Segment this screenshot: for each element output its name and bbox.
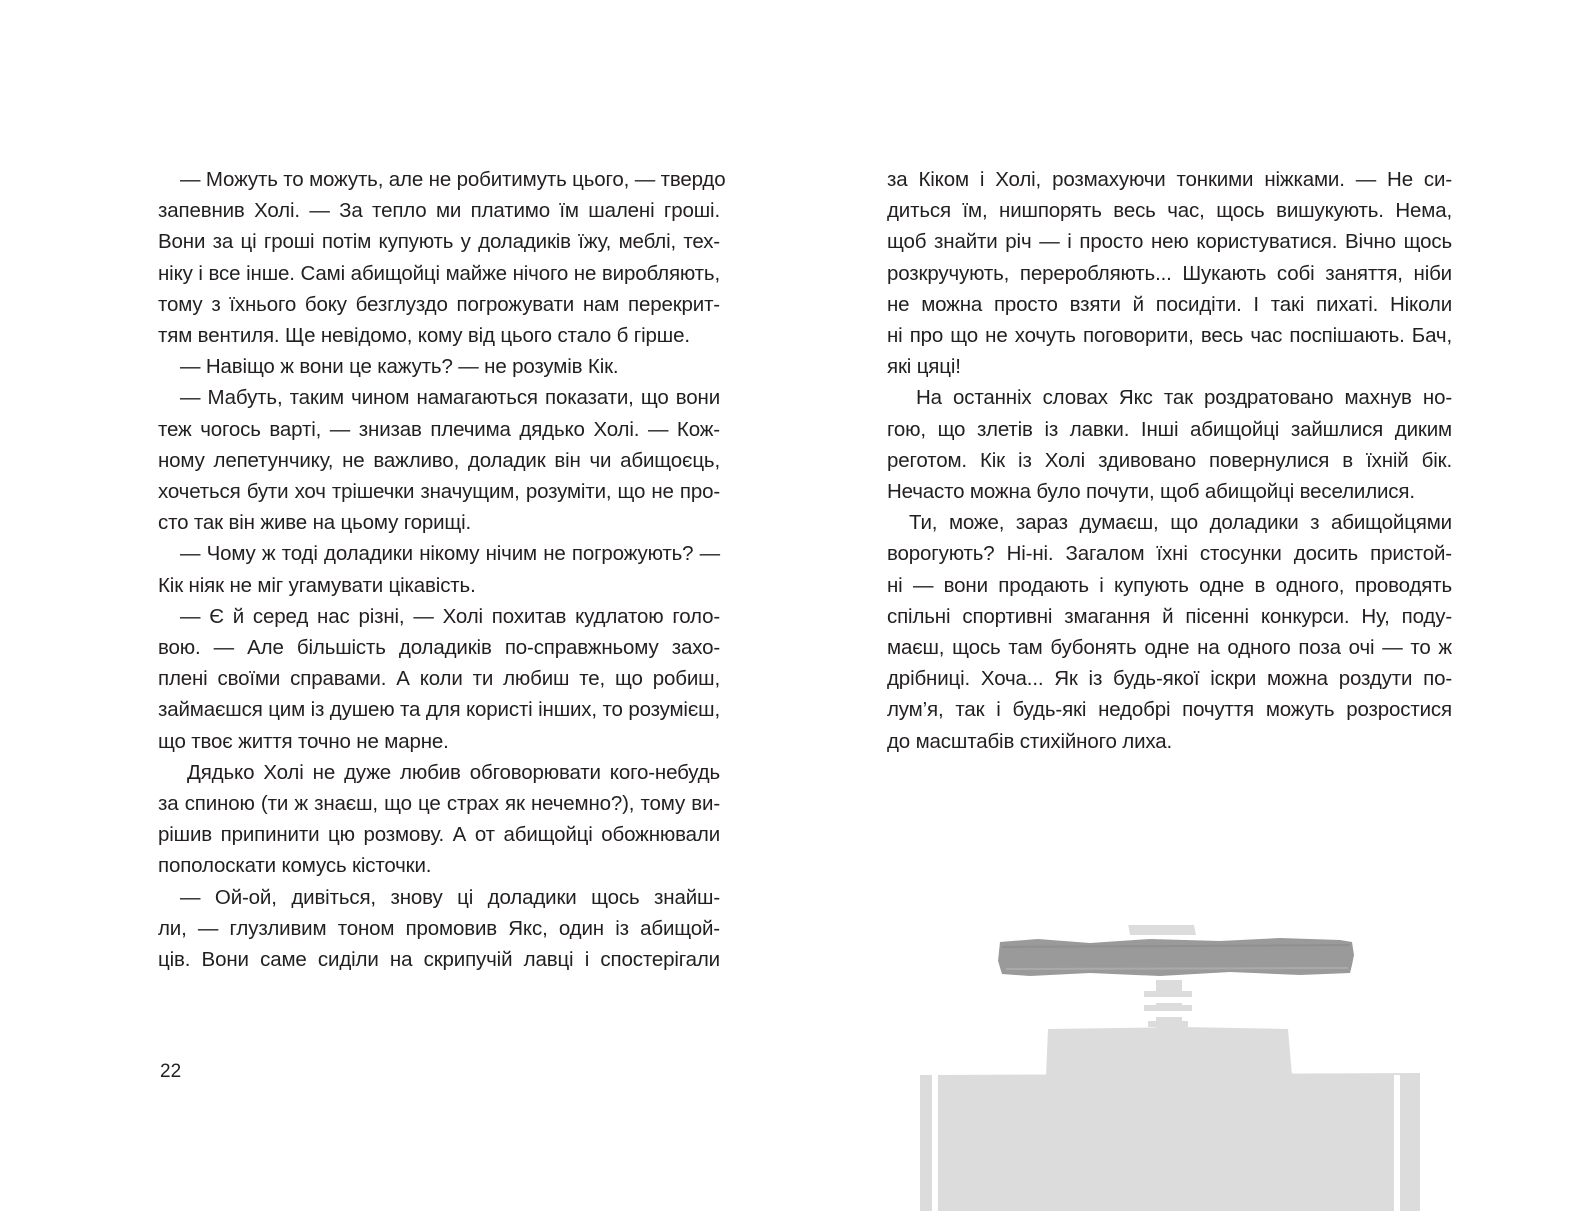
text-line: ні — вони продають і купують одне в одного, проводять: [887, 573, 1452, 597]
text-line: лум’я, так і будь-які недобрі почуття можуть розростися: [887, 698, 1452, 722]
text-line: що твоє життя точно не марне.: [158, 729, 449, 753]
text-line: маєш, щось там бубонять одне на одного поза очі — то ж: [887, 636, 1452, 660]
text-line: Ти, може, зараз думаєш, що доладики з абищойцями: [909, 511, 1452, 535]
text-line: які цяці!: [887, 355, 961, 379]
text-line: тому з їхнього боку безглуздо погрожувати нам перекрит-: [158, 292, 720, 316]
valve-knob-shape: [1128, 925, 1196, 935]
text-line: не можна просто взяти й посидіти. І такі пихаті. Ніколи: [887, 292, 1452, 316]
page-number: 22: [160, 1061, 182, 1082]
text-line: щоб знайти річ — і просто нею користуватися. Вічно щось: [887, 230, 1452, 254]
valve-handle-shape: [998, 938, 1354, 976]
text-line: — Чому ж тоді доладики нікому нічим не погрожують? —: [180, 542, 720, 566]
text-line: ному лепетунчику, не важливо, доладик він чи абищоєць,: [158, 448, 720, 472]
text-line: рішив припинити цю розмову. А от абищойці обожнювали: [158, 823, 720, 847]
text-line: займаєшся цим із душею та для користі інших, то розумієш,: [158, 698, 720, 722]
text-line: ніку і все інше. Самі абищойці майже нічого не виробляють,: [158, 261, 720, 285]
text-line: — Ой-ой, дивіться, знову ці доладики щось знайш-: [180, 885, 720, 909]
text-line: ні про що не хочуть поговорити, весь час поспішають. Бач,: [887, 324, 1452, 348]
text-line: ців. Вони саме сиділи на скрипучій лавці і спостерігали: [158, 948, 720, 972]
text-line: до масштабів стихійного лиха.: [887, 729, 1173, 753]
text-line: тям вентиля. Ще невідомо, кому від цього стало б гірше.: [158, 324, 690, 348]
text-line: Вони за ці гроші потім купують у доладиків їжу, меблі, тех-: [158, 230, 720, 254]
text-line: спільні спортивні змагання й пісенні конкурси. Ну, поду-: [887, 604, 1452, 628]
text-line: — Можуть то можуть, але не робитимуть цього, — твердо: [180, 168, 726, 191]
text-line: сто так він живе на цьому горищі.: [158, 511, 472, 535]
text-line: хочеться бути хоч трішечки значущим, розуміти, що не про-: [158, 480, 720, 504]
text-line: гою, що злетів із лавки. Інші абищойці зайшлися диким: [887, 417, 1452, 441]
text-line: Дядько Холі не дуже любив обговорювати кого-небудь: [187, 760, 720, 784]
text-line: ворогують? Ні-ні. Загалом їхні стосунки досить пристой-: [887, 542, 1452, 566]
text-line: Кік ніяк не міг угамувати цікавість.: [158, 573, 476, 597]
text-line: — Навіщо ж вони це кажуть? — не розумів Кік.: [180, 355, 619, 379]
text-line: реготом. Кік із Холі здивовано повернулися в їхній бік.: [887, 448, 1452, 472]
text-line: теж чогось варті, — знизав плечима дядько Холі. — Кож-: [158, 417, 720, 441]
text-line: диться їм, нишпорять весь час, щось вишукують. Нема,: [887, 199, 1452, 223]
text-line: запевнив Холі. — За тепло ми платимо їм шалені гроші.: [158, 199, 720, 223]
text-line: плені своїми справами. А коли ти любиш те, що робиш,: [158, 667, 720, 691]
text-line: розкручують, переробляють... Шукають собі заняття, ніби: [887, 261, 1452, 285]
valve-body-shape: [1046, 1027, 1292, 1077]
text-line: за Кіком і Холі, розмахуючи тонкими ніжками. — Не си-: [887, 168, 1452, 191]
text-line: — Мабуть, таким чином намагаються показати, що вони: [180, 386, 720, 410]
text-line: Нечасто можна було почути, щоб абищойці веселилися.: [887, 480, 1415, 504]
right-text-column: [887, 164, 1452, 757]
text-line: ли, — глузливим тоном промовив Якс, один із абищой-: [158, 916, 720, 940]
text-line: На останніх словах Якс так роздратовано махнув но-: [916, 386, 1452, 410]
radiator-valve-illustration: [920, 925, 1420, 1211]
text-line: за спиною (ти ж знаєш, що це страх як нечемно?), тому ви-: [158, 792, 720, 816]
text-line: дрібниці. Хоча... Як із будь-якої іскри можна роздути по-: [887, 667, 1452, 691]
text-line: пополоскати комусь кісточки.: [158, 854, 432, 878]
left-text-column: [158, 164, 726, 975]
text-line: вою. — Але більшість доладиків по-справжньому захо-: [158, 636, 720, 660]
text-line: — Є й серед нас різні, — Холі похитав кудлатою голо-: [180, 604, 720, 628]
